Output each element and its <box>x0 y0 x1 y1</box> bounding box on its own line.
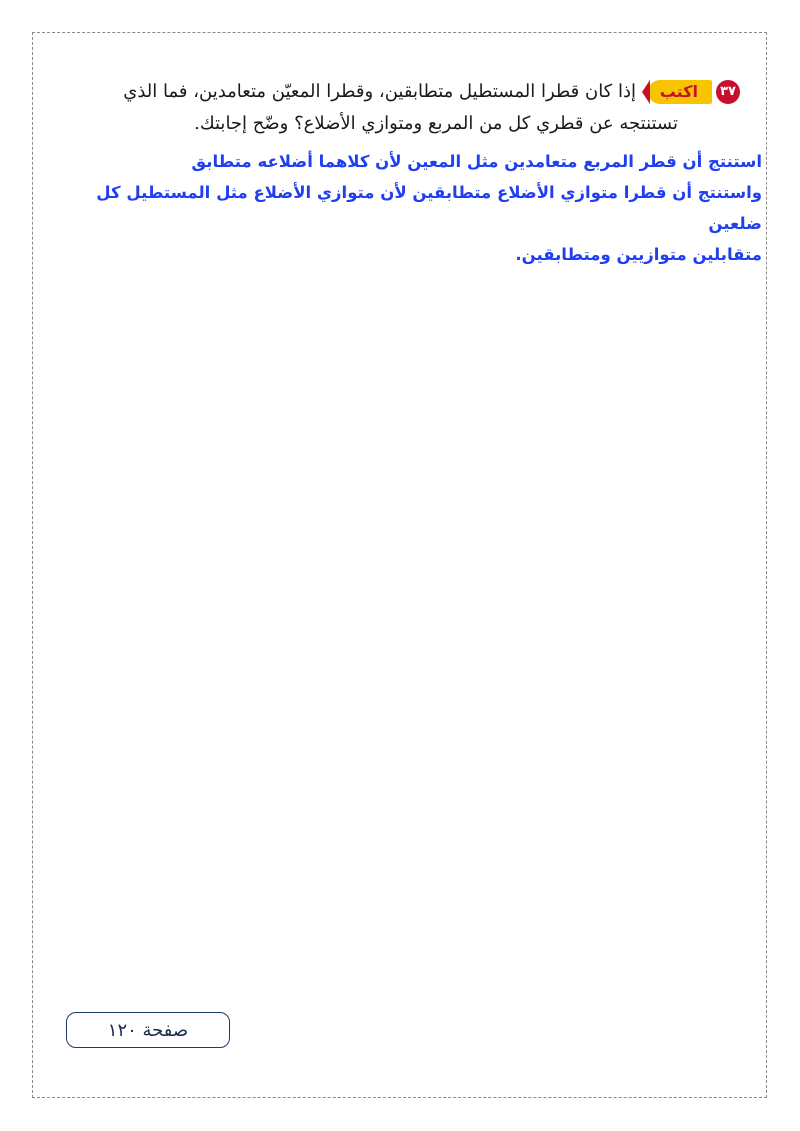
question-block <box>60 76 740 140</box>
question-line-1 <box>60 76 740 108</box>
answer-block <box>37 146 762 270</box>
write-tag-label: اكتب <box>648 80 712 104</box>
question-text-line-2: تستنتجه عن قطري كل من المربع ومتوازي الأضلاع؟ وضّح إجابتك. <box>194 113 678 134</box>
answer-line-3: متقابلين متوازيين ومتطابقين. <box>515 245 762 264</box>
answer-line-2: واستنتج أن قطرا متوازي الأضلاع متطابقين لأن متوازي الأضلاع مثل المستطيل كل ضلعين <box>96 183 762 233</box>
question-text-line-1: إذا كان قطرا المستطيل متطابقين، وقطرا المعيّن متعامدين، فما الذي <box>123 81 636 102</box>
answer-line-1: استنتج أن قطر المربع متعامدين مثل المعين لأن كلاهما أضلاعه متطابق <box>191 152 762 171</box>
question-number-badge: ٣٧ <box>716 80 740 104</box>
page-number-label: صفحة ١٢٠ <box>66 1012 230 1048</box>
